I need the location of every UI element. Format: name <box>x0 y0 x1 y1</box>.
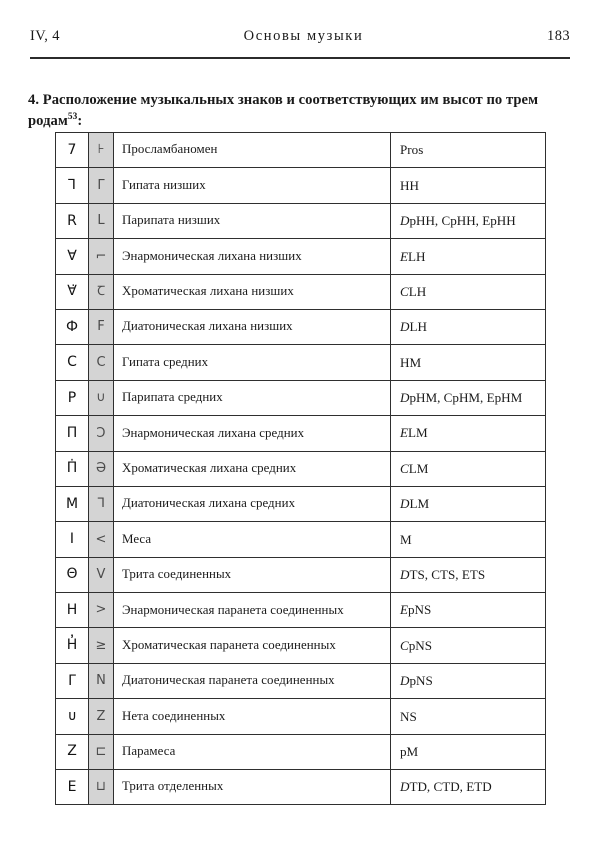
instrumental-notation-symbol: ⌐ <box>89 239 114 274</box>
abbreviation-genus-prefix: C <box>400 283 409 299</box>
table-row <box>56 663 546 698</box>
note-name-russian: Парипата средних <box>114 380 391 415</box>
vocal-notation-symbol: Ф <box>56 309 89 344</box>
abbreviation-body: TD, CTD, ETD <box>409 779 492 795</box>
table-row <box>56 770 546 805</box>
note-abbreviation <box>391 451 546 486</box>
vocal-notation-symbol: Θ <box>56 557 89 592</box>
vocal-notation-symbol: ∀ <box>56 239 89 274</box>
abbreviation-body: LM <box>408 460 429 476</box>
abbreviation-body: pNS <box>409 673 433 689</box>
note-name-russian: Диатоническая паранета соединенных <box>114 663 391 698</box>
section-heading-colon: : <box>77 112 83 129</box>
abbreviation-genus-prefix: E <box>400 425 408 441</box>
table-row <box>56 345 546 380</box>
note-abbreviation <box>391 522 546 557</box>
note-name-russian: Диатоническая лихана низших <box>114 309 391 344</box>
table-row <box>56 309 546 344</box>
note-name-russian: Трита отделенных <box>114 770 391 805</box>
abbreviation-body: LH <box>409 319 427 335</box>
abbreviation-body: M <box>400 531 412 547</box>
abbreviation-genus-prefix: D <box>400 567 410 583</box>
abbreviation-genus-prefix: C <box>400 637 409 653</box>
abbreviation-body: LM <box>408 425 428 441</box>
instrumental-notation-symbol: ⊦ <box>89 133 114 168</box>
vocal-notation-symbol: E <box>56 770 89 805</box>
table-row <box>56 593 546 628</box>
vocal-notation-symbol: Z <box>56 734 89 769</box>
abbreviation-genus-prefix: D <box>400 213 410 229</box>
note-abbreviation <box>391 274 546 309</box>
abbreviation-body: pNS <box>408 602 432 618</box>
note-abbreviation <box>391 309 546 344</box>
table-row <box>56 239 546 274</box>
instrumental-notation-symbol: ≥ <box>89 628 114 663</box>
note-abbreviation <box>391 239 546 274</box>
section-heading-text: 4. Расположение музыкальных знаков и соответствующих им высот по трем родам <box>28 92 539 129</box>
instrumental-notation-symbol: ⊏ <box>89 734 114 769</box>
vocal-notation-symbol: I <box>56 522 89 557</box>
abbreviation-body: pM <box>400 743 419 759</box>
running-head-chapter: IV, 4 <box>30 28 60 44</box>
abbreviation-genus-prefix: E <box>400 248 408 264</box>
note-abbreviation <box>391 133 546 168</box>
abbreviation-body: HM <box>400 354 422 370</box>
instrumental-notation-symbol: < <box>89 522 114 557</box>
table-row <box>56 416 546 451</box>
note-name-russian: Нета соединенных <box>114 699 391 734</box>
footnote-marker: 53 <box>67 111 78 122</box>
note-abbreviation <box>391 486 546 521</box>
note-abbreviation <box>391 593 546 628</box>
table-row <box>56 522 546 557</box>
note-abbreviation <box>391 203 546 238</box>
running-head-title: Основы музыки <box>243 28 364 44</box>
note-abbreviation <box>391 734 546 769</box>
abbreviation-body: pNS <box>408 637 433 653</box>
abbreviation-body: LM <box>409 496 430 512</box>
instrumental-notation-symbol: Ͻ <box>89 416 114 451</box>
header-rule <box>30 57 570 59</box>
note-abbreviation <box>391 663 546 698</box>
notation-table <box>55 132 546 805</box>
vocal-notation-symbol: H̓ <box>56 628 89 663</box>
instrumental-notation-symbol: Ꞇ <box>89 274 114 309</box>
abbreviation-genus-prefix: D <box>400 673 410 689</box>
note-name-russian: Диатоническая лихана средних <box>114 486 391 521</box>
note-abbreviation <box>391 557 546 592</box>
abbreviation-body: LH <box>408 248 426 264</box>
vocal-notation-symbol: ᴜ <box>56 699 89 734</box>
vocal-notation-symbol: ⅂ <box>56 168 89 203</box>
vocal-notation-symbol: P <box>56 380 89 415</box>
note-name-russian: Энармоническая паранета соединенных <box>114 593 391 628</box>
table-row <box>56 699 546 734</box>
instrumental-notation-symbol: N <box>89 663 114 698</box>
table-row <box>56 168 546 203</box>
abbreviation-genus-prefix: D <box>400 390 410 406</box>
table-row <box>56 557 546 592</box>
note-name-russian: Гипата низших <box>114 168 391 203</box>
instrumental-notation-symbol: ∪ <box>89 380 114 415</box>
vocal-notation-symbol: C <box>56 345 89 380</box>
abbreviation-genus-prefix: E <box>400 602 408 618</box>
instrumental-notation-symbol: C <box>89 345 114 380</box>
note-name-russian: Просламбаномен <box>114 133 391 168</box>
instrumental-notation-symbol: ᒣ <box>89 486 114 521</box>
vocal-notation-symbol: M <box>56 486 89 521</box>
abbreviation-genus-prefix: D <box>400 496 410 512</box>
instrumental-notation-symbol: V <box>89 557 114 592</box>
vocal-notation-symbol: R <box>56 203 89 238</box>
note-name-russian: Хроматическая лихана низших <box>114 274 391 309</box>
table-row <box>56 734 546 769</box>
abbreviation-body: Pros <box>400 142 424 158</box>
instrumental-notation-symbol: L <box>89 203 114 238</box>
note-abbreviation <box>391 699 546 734</box>
instrumental-notation-symbol: > <box>89 593 114 628</box>
abbreviation-genus-prefix: D <box>400 319 410 335</box>
abbreviation-genus-prefix: D <box>400 779 410 795</box>
note-abbreviation <box>391 345 546 380</box>
note-abbreviation <box>391 168 546 203</box>
note-abbreviation <box>391 770 546 805</box>
table-row <box>56 451 546 486</box>
instrumental-notation-symbol: ⊔ <box>89 770 114 805</box>
instrumental-notation-symbol: Γ <box>89 168 114 203</box>
vocal-notation-symbol: H <box>56 593 89 628</box>
notation-table-body <box>56 133 546 805</box>
instrumental-notation-symbol: Z <box>89 699 114 734</box>
vocal-notation-symbol: ∀̇ <box>56 274 89 309</box>
note-abbreviation <box>391 628 546 663</box>
abbreviation-body: pHH, CpHH, EpHH <box>409 213 516 229</box>
note-abbreviation <box>391 416 546 451</box>
table-row <box>56 486 546 521</box>
vocal-notation-symbol: П̇ <box>56 451 89 486</box>
vocal-notation-symbol: 7 <box>56 133 89 168</box>
vocal-notation-symbol: П <box>56 416 89 451</box>
table-row <box>56 380 546 415</box>
table-row <box>56 203 546 238</box>
note-name-russian: Гипата средних <box>114 345 391 380</box>
abbreviation-body: NS <box>400 708 417 724</box>
note-abbreviation <box>391 380 546 415</box>
table-row <box>56 133 546 168</box>
section-heading <box>28 90 576 131</box>
note-name-russian: Парипата низших <box>114 203 391 238</box>
instrumental-notation-symbol: F <box>89 309 114 344</box>
running-head <box>30 28 570 52</box>
note-name-russian: Хроматическая лихана средних <box>114 451 391 486</box>
instrumental-notation-symbol: Ә <box>89 451 114 486</box>
abbreviation-body: pHM, CpHM, EpHM <box>409 390 523 406</box>
abbreviation-body: TS, CTS, ETS <box>409 567 486 583</box>
abbreviation-body: HH <box>400 177 419 193</box>
vocal-notation-symbol: Γ <box>56 663 89 698</box>
note-name-russian: Хроматическая паранета соединенных <box>114 628 391 663</box>
note-name-russian: Парамеса <box>114 734 391 769</box>
table-row <box>56 274 546 309</box>
note-name-russian: Энармоническая лихана низших <box>114 239 391 274</box>
table-row <box>56 628 546 663</box>
note-name-russian: Меса <box>114 522 391 557</box>
abbreviation-body: LH <box>408 283 427 299</box>
abbreviation-genus-prefix: C <box>400 460 409 476</box>
page-number: 183 <box>547 28 570 44</box>
note-name-russian: Энармоническая лихана средних <box>114 416 391 451</box>
note-name-russian: Трита соединенных <box>114 557 391 592</box>
